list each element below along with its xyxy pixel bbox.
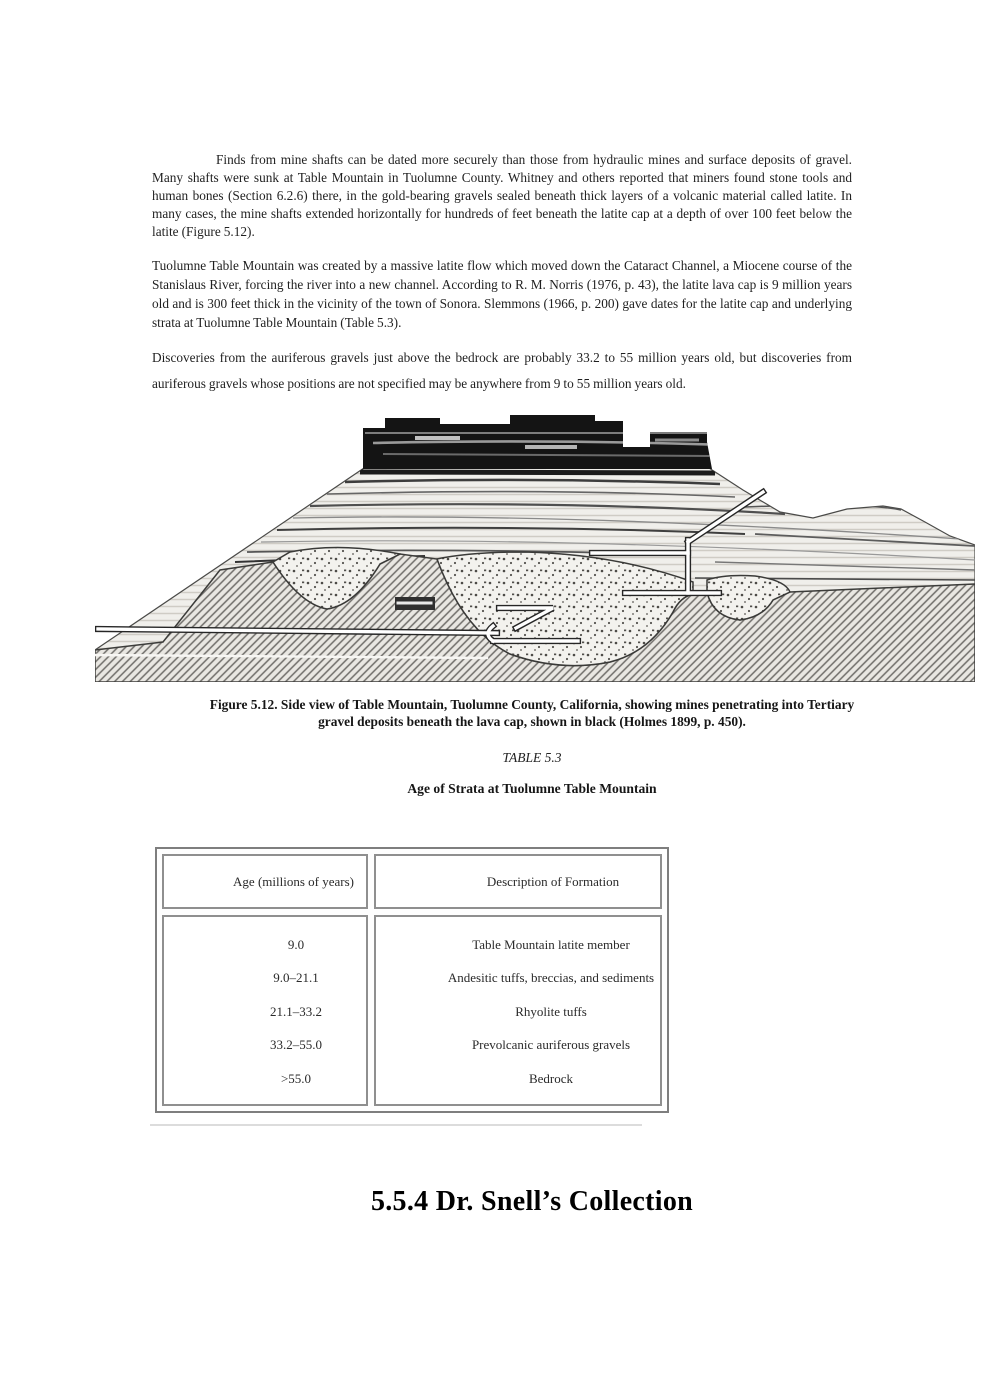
- paragraph-3: Discoveries from the auriferous gravels just above the bedrock are probably 33.2 to 55 million years old, but discoveries from auriferous gravels whose positions are not specified may be anywhere from 9 to 55 million years old.: [152, 350, 852, 391]
- table-cell: >55.0: [280, 1070, 312, 1086]
- paragraph-1: Finds from mine shafts can be dated more securely than those from hydraulic mines and surface deposits of gravel. Many shafts were sunk at Table Mountain in Tuolumne County. Whitney and others reported that miners found stone tools and human bones (Section 6.2.6) there, in the gold-bearing gravels sealed beneath thick layers of a volcanic material called latite. In many cases, the mine shafts extended horizontally for hundreds of feet beneath the latite cap at a depth of over 100 feet below the latite (Figure 5.12).: [152, 152, 852, 239]
- latite-lava-cap: [363, 415, 735, 469]
- table-cell: Andesitic tuffs, breccias, and sediments: [447, 970, 655, 986]
- paragraph-2: Tuolumne Table Mountain was created by a massive latite flow which moved down the Cataract Channel, a Miocene course of the Stanislaus River, forcing the river into a new channel. According to R. M. Norris (1976, p. 43), the latite lava cap is 9 million years old and is 300 feet thick in the vicinity of the town of Sonora. Slemmons (1966, p. 200) gave dates for the latite cap and underlying strata at Tuolumne Table Mountain (Table 5.3).: [152, 258, 852, 330]
- table-cell: 21.1–33.2: [270, 1003, 322, 1019]
- table-cell: Rhyolite tuffs: [515, 1003, 587, 1019]
- table-column-ages: [162, 915, 368, 1106]
- table-cell: Prevolcanic auriferous gravels: [471, 1037, 631, 1053]
- figure-5-12-illustration: [95, 412, 975, 682]
- table-label: TABLE 5.3: [502, 750, 562, 765]
- table-header-age: Age (millions of years): [162, 854, 368, 909]
- section-heading: 5.5.4 Dr. Snell’s Collection: [370, 1186, 694, 1217]
- table-cell: 9.0: [287, 936, 305, 952]
- table-cell: 33.2–55.0: [270, 1037, 322, 1053]
- table-cell: Bedrock: [528, 1070, 574, 1086]
- figure-caption: Figure 5.12. Side view of Table Mountain, Tuolumne County, California, showing mines penetrating into Tertiary gravel deposits beneath the lava cap, shown in black (Holmes 1899, p. 450).: [209, 697, 855, 729]
- table-column-descriptions: [374, 915, 662, 1106]
- table-cell: 9.0–21.1: [273, 970, 319, 986]
- table-title: Age of Strata at Tuolumne Table Mountain: [407, 781, 657, 796]
- table-header-description: Description of Formation: [374, 854, 662, 909]
- table-mountain-cross-section-svg: [95, 412, 975, 682]
- table-shadow-rule: [150, 1124, 642, 1126]
- age-of-strata-table: [155, 847, 669, 1113]
- table-cell: Table Mountain latite member: [472, 936, 630, 952]
